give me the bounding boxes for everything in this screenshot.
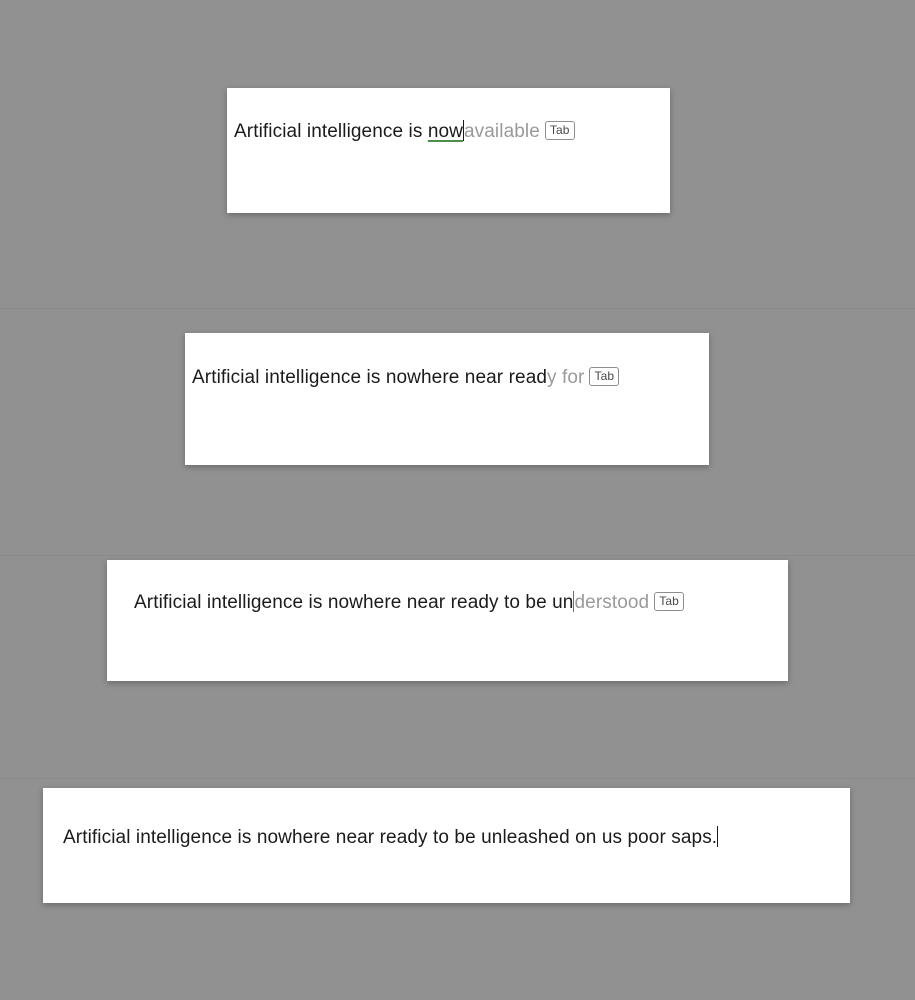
typed-text-3: Artificial intelligence is nowhere near ready to be un (134, 592, 574, 613)
editor-line-3 (134, 591, 684, 612)
editor-line-4 (63, 826, 718, 847)
text-editor-1[interactable] (227, 88, 670, 213)
typed-text-1: Artificial intelligence is (234, 121, 428, 142)
suggestion-text-2: y for (547, 367, 585, 388)
text-editor-3[interactable] (107, 560, 788, 681)
text-editor-4[interactable] (43, 788, 850, 903)
typed-text-2: Artificial intelligence is nowhere near read (192, 367, 548, 388)
text-caret-4 (717, 826, 718, 847)
editor-line-2 (192, 367, 619, 387)
tab-key-hint-1[interactable]: Tab (545, 121, 575, 140)
text-editor-2[interactable] (185, 333, 709, 465)
suggestion-text-3: derstood (574, 592, 650, 613)
editor-line-1 (234, 120, 575, 141)
typed-text-4: Artificial intelligence is nowhere near ready to be unleashed on us poor saps. (63, 827, 718, 848)
tab-key-hint-2[interactable]: Tab (589, 367, 619, 386)
misspelled-word-1: now (427, 121, 463, 142)
suggestion-text-1: available (464, 121, 540, 142)
tab-key-hint-3[interactable]: Tab (654, 592, 684, 611)
